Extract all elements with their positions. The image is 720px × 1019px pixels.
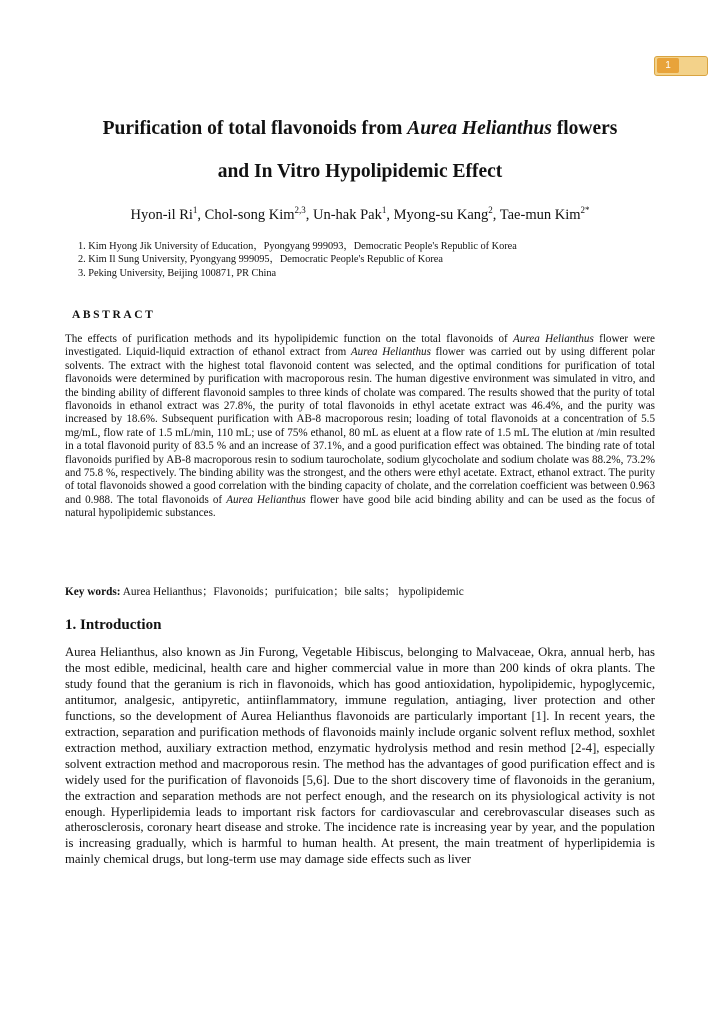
page-number: 1: [657, 58, 679, 73]
abstract-heading: ABSTRACT: [72, 309, 156, 321]
author-affiliation-mark: 2: [488, 205, 493, 215]
author-list: [60, 205, 660, 224]
affiliation: 3. Peking University, Beijing 100871, PR China: [78, 267, 277, 279]
abstract-text: flower was carried out by using different polar solvents. The extract with the highest total flavonoid content was selected, and the optimal conditions for purification of total flavonoids were determined by purification with macroporous resin. The human digestive environment was simulated in vitro, and the binding ability of different flavonoid samples to three kinds of cholate was compared. The results showed that the purity of total flavonoids in ethanol extract was 27.8%, the purity of total flavonoids in ethyl acetate extract was 46.4%, and the purity was increased by 18.6%. Subsequent purification with AB-8 macroporous resin; loading of total flavonoids at a concentration of 5.5 mg/mL, flow rate of 1.5 mL/min, 110 mL; use of 75% ethanol, 80 mL as eluent at a flow rate of 1.5 mL The elution at /min resulted in a total flavonoid purity of 83.5 % and an increase of 37.1%, and a good purification effect was obtained. The binding rate of total flavonoids purified by AB-8 macroporous resin to sodium taurocholate, sodium glycocholate and sodium cholate was 88.2%, 73.2% and 75.8 %, respectively. The binding ability was the strongest, and the others were ethyl acetate. Extract, ethanol extract. The purity of total flavonoids showed a good correlation with the binding capacity of cholate, and the correlation coefficient was between 0.963 and 0.988. The total flavonoids of: [65, 346, 655, 506]
author: Un-hak Pak: [313, 206, 382, 223]
keywords-text: Aurea Helianthus；Flavonoids；purifuication；bile salts； hypolipidemic: [120, 586, 464, 598]
abstract-body: [65, 333, 655, 521]
paper-title-line-2: and In Vitro Hypolipidemic Effect: [217, 161, 503, 182]
author: Tae-mun Kim: [499, 206, 581, 223]
affiliation: 2. Kim Il Sung University, Pyongyang 999095，Democratic People's Republic of Korea: [78, 254, 443, 266]
keywords: [65, 583, 665, 599]
author-separator: ,: [386, 206, 394, 223]
affiliation-list: [78, 240, 678, 280]
author-separator: ,: [492, 206, 500, 223]
author-affiliation-mark: 1: [381, 205, 387, 215]
author: Myong-su Kang: [393, 206, 489, 223]
abstract-text: flower have good bile acid binding ability and can be used as the focus of natural hypolipidemic substances.: [65, 493, 655, 520]
species-name: Aurea Helianthus: [226, 493, 306, 506]
author: Chol-song Kim: [204, 206, 295, 223]
title-text-post: flowers: [551, 118, 618, 139]
paper-title-line-1: [60, 118, 660, 140]
author: Hyon-il Ri: [130, 206, 193, 223]
author-affiliation-mark: 2*: [580, 205, 590, 215]
species-name: Aurea Helianthus: [350, 346, 431, 359]
page-number-badge: [654, 56, 708, 76]
abstract-text: flower were investigated. Liquid-liquid extraction of ethanol extract from: [65, 333, 655, 359]
abstract-text: The effects of purification methods and its hypolipidemic function on the total flavonoids of: [65, 333, 514, 345]
introduction-body: Aurea Helianthus, also known as Jin Furong, Vegetable Hibiscus, belonging to Malvaceae, Okra, annual herb, has the most edible, medicinal, health care and higher commercial value in more than 200 kinds of okra plants. The study found that the geranium is rich in flavonoids, which has good antioxidation, hypolipidemic, hypoglycemic, antitumor, analgesic, antipyretic, antiinflammatory, immune regulation, antiaging, liver protection and other functions, so the development of Aurea Helianthus flavonoids are particularly important [1]. In recent years, the extraction, separation and purification methods of flavonoids mainly include organic solvent reflux method, soxhlet extraction method, auxiliary extraction method, enzymatic hydrolysis method and resin method [2-4], especially solvent extraction method and macroporous resin. The method has the advantages of good purification effect and is widely used for the purification of flavonoids [5,6]. Due to the short discovery time of flavonoids in the geranium, the extraction and separation methods are not perfect enough, and the research on its physiological activity is not enough. Hyperlipidemia leads to important risk factors for cardiovascular and cerebrovascular diseases such as atherosclerosis, coronary heart disease and stroke. The incidence rate is increasing year by year, and the population is increasing gradually, which is harmful to human health. At present, the main treatment of hyperlipidemia is mainly chemical drugs, but long-term use may damage side effects such as liver: [65, 645, 655, 867]
section-heading-introduction: 1. Introduction: [65, 617, 162, 633]
title-text-pre: Purification of total flavonoids from: [102, 118, 408, 139]
author-separator: ,: [305, 206, 313, 223]
affiliation: 1. Kim Hyong Jik University of Education，Pyongyang 999093，Democratic People's Republic of Korea: [78, 241, 517, 252]
author-separator: ,: [197, 206, 205, 223]
keywords-label: Key words:: [65, 586, 121, 598]
author-affiliation-mark: 2,3: [294, 205, 306, 215]
author-affiliation-mark: 1: [192, 205, 198, 215]
title-species-name: Aurea Helianthus: [407, 118, 552, 139]
species-name: Aurea Helianthus: [513, 333, 594, 345]
